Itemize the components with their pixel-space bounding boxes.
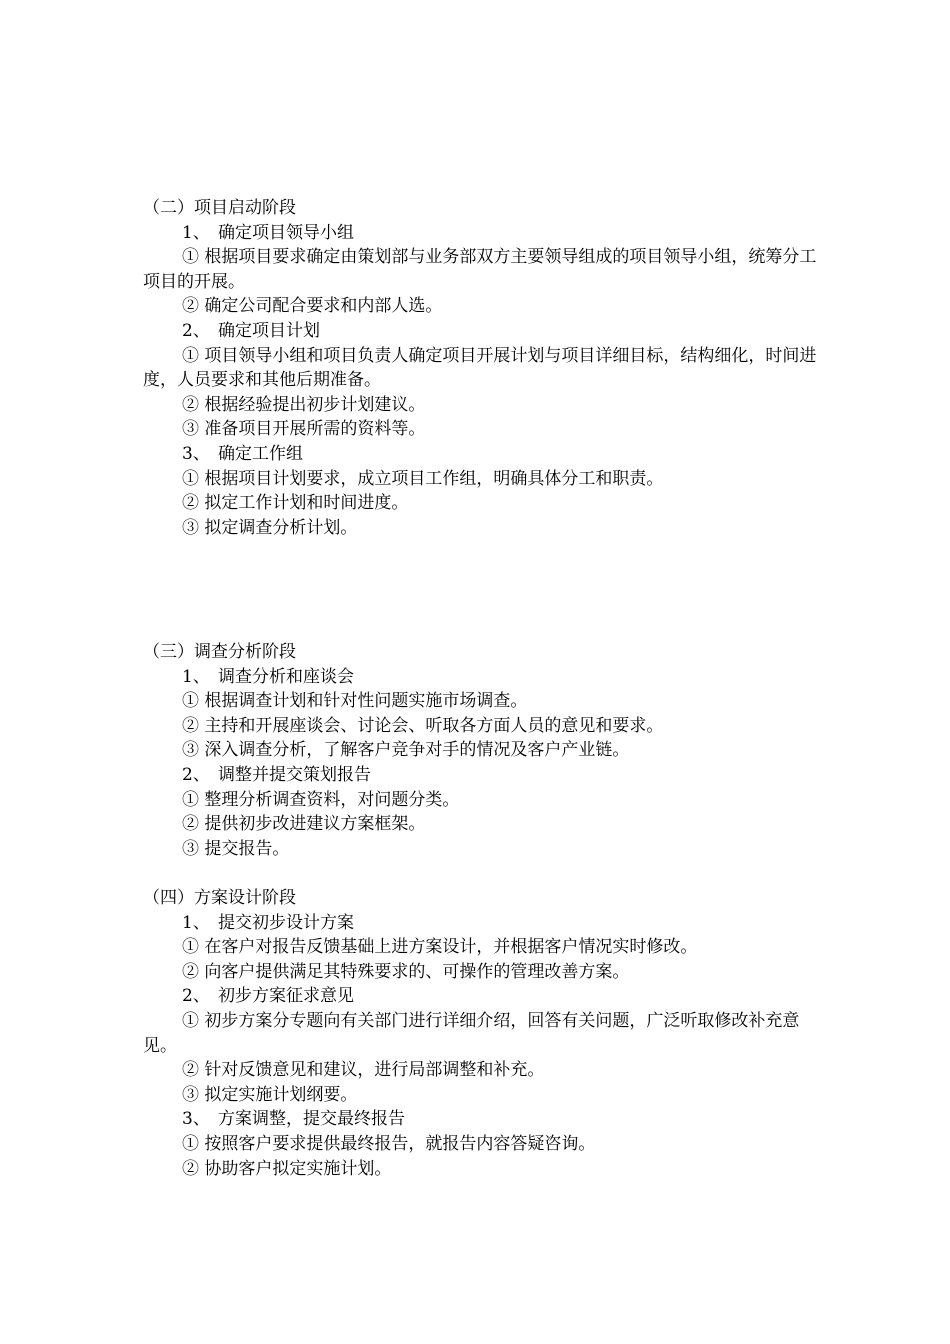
section-project-launch xyxy=(143,196,823,540)
list-item: ① 根据调查计划和针对性问题实施市场调查。 xyxy=(182,691,528,712)
subsection-label: 方案调整，提交最终报告 xyxy=(218,1109,405,1130)
subsection-label: 调整并提交策划报告 xyxy=(218,764,371,785)
subsection-number: 1、 xyxy=(182,222,210,243)
list-item: ② 针对反馈意见和建议，进行局部调整和补充。 xyxy=(182,1060,545,1081)
list-item: ③ 准备项目开展所需的资料等。 xyxy=(182,419,426,440)
subsection-number: 2、 xyxy=(182,320,210,341)
subsection-label: 确定项目领导小组 xyxy=(218,222,354,243)
list-item: ① 根据项目要求确定由策划部与业务部双方主要领导组成的项目领导小组，统筹分工项目的开展。 xyxy=(143,247,817,292)
subsection-label: 确定项目计划 xyxy=(218,320,320,341)
subsection-number: 3、 xyxy=(182,443,210,464)
subsection-title xyxy=(143,319,823,344)
subsection-title xyxy=(143,1107,823,1132)
subsection-label: 初步方案征求意见 xyxy=(218,986,354,1007)
section-heading: （四）方案设计阶段 xyxy=(143,888,296,908)
list-item: ③ 提交报告。 xyxy=(182,838,290,859)
list-item: ③ 拟定实施计划纲要。 xyxy=(182,1084,358,1105)
section-plan-design xyxy=(143,886,823,1181)
subsection-number: 1、 xyxy=(182,912,210,933)
subsection-number: 2、 xyxy=(182,986,210,1007)
list-item: ① 整理分析调查资料，对问题分类。 xyxy=(182,789,460,810)
list-item: ② 拟定工作计划和时间进度。 xyxy=(182,493,409,514)
list-item: ② 根据经验提出初步计划建议。 xyxy=(182,394,426,415)
subsection-title xyxy=(143,984,823,1009)
subsection-label: 调查分析和座谈会 xyxy=(218,666,354,687)
subsection-title xyxy=(143,442,823,467)
list-item: ① 在客户对报告反馈基础上进方案设计，并根据客户情况实时修改。 xyxy=(182,937,698,958)
section-survey-analysis xyxy=(143,640,823,861)
list-item: ② 确定公司配合要求和内部人选。 xyxy=(182,296,443,317)
section-heading: （三）调查分析阶段 xyxy=(143,642,296,662)
subsection-label: 提交初步设计方案 xyxy=(218,912,354,933)
subsection-label: 确定工作组 xyxy=(218,443,303,464)
list-item: ② 向客户提供满足其特殊要求的、可操作的管理改善方案。 xyxy=(182,961,630,982)
subsection-title xyxy=(143,221,823,246)
list-item: ③ 拟定调查分析计划。 xyxy=(182,517,358,538)
list-item: ① 初步方案分专题向有关部门进行详细介绍，回答有关问题，广泛听取修改补充意见。 xyxy=(143,1010,800,1056)
list-item: ① 根据项目计划要求，成立项目工作组，明确具体分工和职责。 xyxy=(182,468,664,489)
subsection-title xyxy=(143,911,823,936)
list-item: ③ 深入调查分析，了解客户竞争对手的情况及客户产业链。 xyxy=(182,740,630,761)
subsection-number: 2、 xyxy=(182,764,210,785)
list-item: ① 按照客户要求提供最终报告，就报告内容答疑咨询。 xyxy=(182,1133,596,1154)
section-heading: （二）项目启动阶段 xyxy=(143,198,296,218)
list-item: ② 提供初步改进建议方案框架。 xyxy=(182,814,426,835)
list-item: ① 项目领导小组和项目负责人确定项目开展计划与项目详细目标，结构细化，时间进度，人员要求和其他后期准备。 xyxy=(143,345,817,391)
subsection-number: 1、 xyxy=(182,666,210,687)
subsection-number: 3、 xyxy=(182,1109,210,1130)
list-item: ② 协助客户拟定实施计划。 xyxy=(182,1158,392,1179)
subsection-title xyxy=(143,763,823,788)
list-item: ② 主持和开展座谈会、讨论会、听取各方面人员的意见和要求。 xyxy=(182,715,664,736)
subsection-title xyxy=(143,665,823,690)
